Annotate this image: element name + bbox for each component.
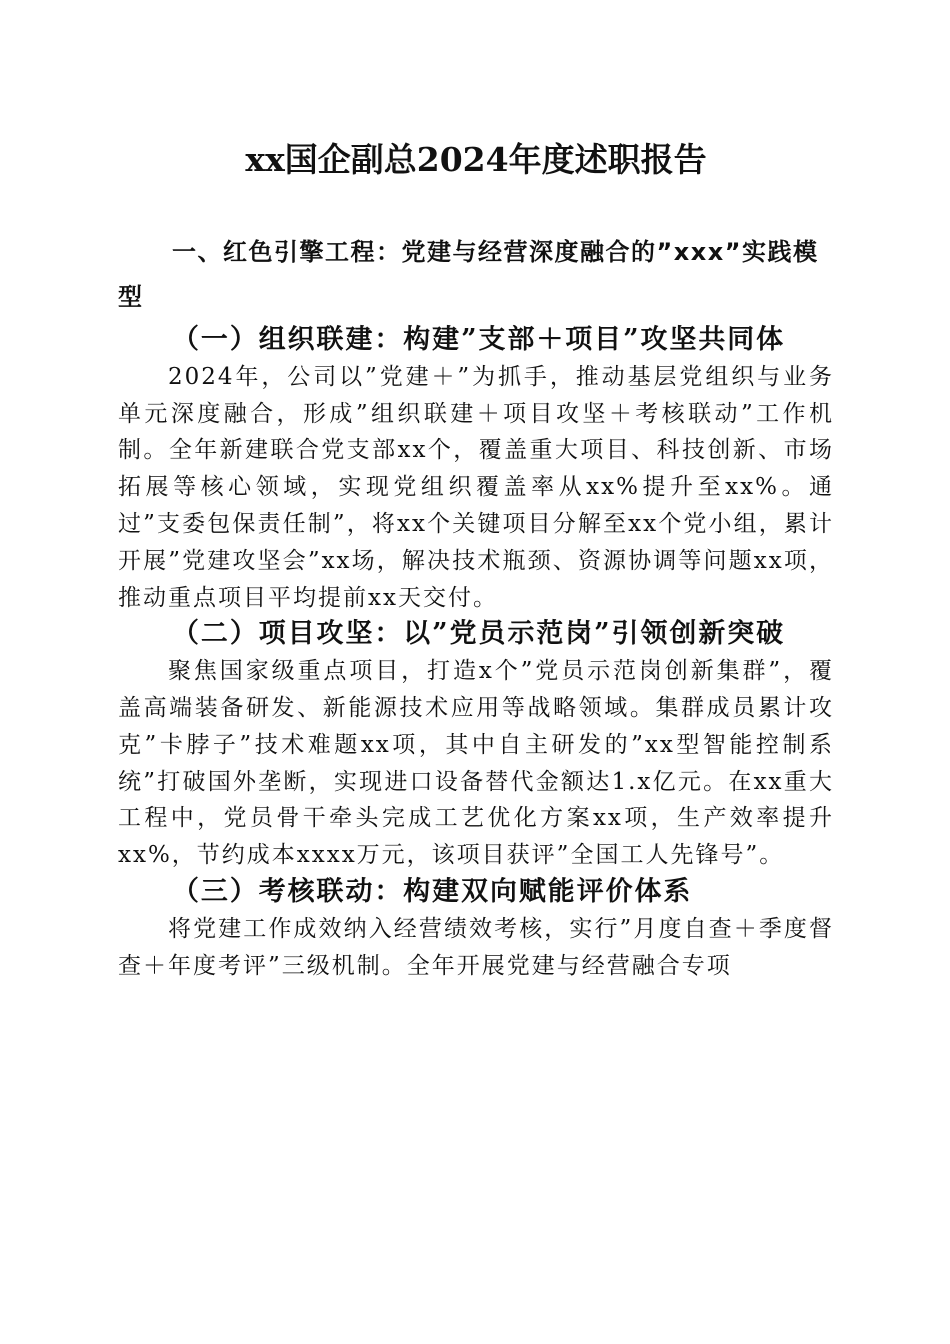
subsection-heading-2: （二）项目攻坚：以”党员示范岗”引领创新突破 [172,618,786,650]
subsection-heading-1: （一）组织联建：构建”支部＋项目”攻坚共同体 [172,324,786,355]
subsection-heading-3: （三）考核联动：构建双向赋能评价体系 [172,875,693,907]
paragraph-1: 2024年，公司以”党建＋”为抓手，推动基层党组织与业务单元深度融合，形成”组织联建＋项目攻坚＋考核联动”工作机制。全年新建联合党支部xx个，覆盖重大项目、科技创新、市场拓展等核心领域，实现党组织覆盖率从xx%提升至xx%。通过”支委包保责任制”，将xx个关键项目分解至xx个党小组，累计开展”党建攻坚会”xx场，解决技术瓶颈、资源协调等问题xx项，推动重点项目平均提前xx天交付。 [118,363,834,611]
paragraph-2: 聚焦国家级重点项目，打造x个”党员示范岗创新集群”，覆盖高端装备研发、新能源技术应用等战略领域。集群成员累计攻克”卡脖子”技术难题xx项，其中自主研发的”xx型智能控制系统”打破国外垄断，实现进口设备替代金额达1.x亿元。在xx重大工程中，党员骨干牵头完成工艺优化方案xx项，生产效率提升xx%，节约成本xxxx万元，该项目获评”全国工人先锋号”。 [118,658,834,869]
paragraph-3: 将党建工作成效纳入经营绩效考核，实行”月度自查＋季度督查＋年度考评”三级机制。全年开展党建与经营融合专项 [118,915,834,979]
section-body [118,322,834,984]
document-title: xx国企副总2024年度述职报告 [245,140,707,179]
section-heading-1: 一、红色引擎工程：党建与经营深度融合的”xxx”实践模型 [118,238,819,311]
